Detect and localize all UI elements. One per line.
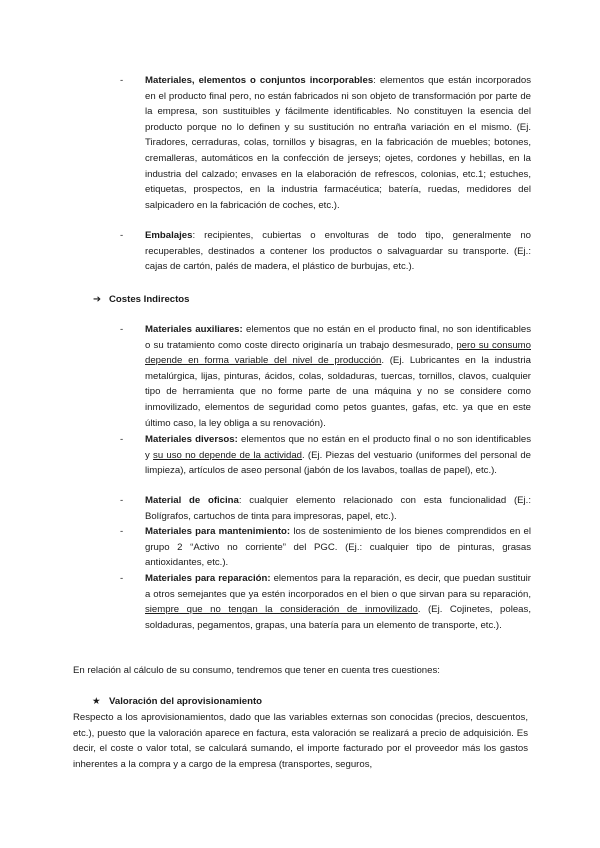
paragraph-consumo: En relación al cálculo de su consumo, tendremos que tener en cuenta tres cuestiones: <box>73 665 440 676</box>
term-definition: : recipientes, cubiertas o envolturas de todo tipo, generalmente no recuperables, destinados a contener los productos o salvaguardar su transporte. (Ej.: cajas de cartón, palés de madera, el plástico de burbujas, etc.). <box>145 230 531 273</box>
term-definition: : cualquier elemento relacionado con esta funcionalidad (Ej.: Bolígrafos, cartuchos de tinta para impresoras, papel, etc.). <box>145 495 531 522</box>
underlined-emphasis: siempre que no tengan la consideración de inmovilizado <box>145 604 418 616</box>
term-label: Material de oficina <box>145 495 239 506</box>
dash-bullet: - <box>120 526 124 537</box>
term-definition: elementos que no están en el producto final, no son identificables o su tratamiento como coste directo originaría un trabajo desmesurado, <box>145 324 531 351</box>
dash-bullet: - <box>120 573 124 584</box>
list-item-materiales-diversos <box>120 432 531 479</box>
list-item-material-oficina <box>120 493 531 524</box>
list-item-text <box>145 571 531 633</box>
dash-bullet: - <box>120 230 124 241</box>
section-heading-valoracion <box>92 694 262 710</box>
term-label: Materiales, elementos o conjuntos incorporables <box>145 75 374 86</box>
term-examples: . (Ej. Cojinetes, poleas, soldaduras, pegamentos, grapas, una batería para un elemento de transporte, etc.). <box>145 604 531 631</box>
dash-bullet: - <box>120 495 124 506</box>
term-examples: . (Ej. Lubricantes en la industria metalúrgica, lijas, pinturas, ácidos, colas, soldaduras, tuercas, tornillos, clavos, cualquier tipo de herramienta que no forme parte de una máquina y no se considere como inmovilizado, elementos de seguridad como petos guantes, gafas, etc. ya que en este último caso, la ley obliga a su renovación). <box>145 355 532 429</box>
list-item-text <box>145 73 531 213</box>
list-item-text <box>145 432 531 479</box>
underlined-emphasis: pero su consumo depende en forma variable del nivel de producción <box>145 339 531 367</box>
list-item-materiales-reparacion <box>120 571 531 633</box>
star-icon: ★ <box>92 696 101 707</box>
paragraph-valoracion: Respecto a los aprovisionamientos, dado que las variables externas son conocidas (precios, descuentos, etc.), puesto que la valoración aparece en factura, esta valoración se realizará a precio de adquisición. Es decir, el coste o valor total, se calculará sumando, el importe facturado por el proveedor más los gastos inherentes a la compra y a cargo de la empresa (transportes, seguros, <box>73 712 528 770</box>
underlined-emphasis: su uso no depende de la actividad <box>153 449 303 461</box>
list-item-materiales-mantenimiento <box>120 524 531 571</box>
list-item-text <box>145 322 531 431</box>
term-definition: elementos para la reparación, es decir, que puedan sustituir a otros semejantes que ya estén incorporados en el bien o que sirvan para su reparación, <box>145 573 531 600</box>
term-definition: : elementos que están incorporados en el producto final pero, no están fabricados ni son objeto de transformación por parte de la empresa, son sustituibles y fácilmente identificables. No constituyen la esencia del producto porque no lo definen y su sustitución no entraña variación en el mismo. (Ej. Tiradores, cerraduras, colas, tornillos y bisagras, en la fabricación de muebles; botones, cremalleras, automáticos en la confección de jerseys; ojetes, cordones y hebillas, en la industria del calzado; envases en la elaboración de refrescos, colonias, etc.1; estuches, etiquetas, prospectos, en la industria farmacéutica; batería, ruedas, medidores del salpicadero en la fabricación de coches, etc.). <box>145 75 531 211</box>
term-label: Embalajes <box>145 230 193 241</box>
section-heading-costes-indirectos <box>93 292 190 308</box>
list-item-text <box>145 524 531 571</box>
term-label: Materiales para mantenimiento: <box>145 526 291 537</box>
heading-text: Costes Indirectos <box>109 294 190 305</box>
term-definition: elementos que no están en el producto final o no son identificables y <box>145 434 531 461</box>
term-label: Materiales diversos: <box>145 434 238 445</box>
dash-bullet: - <box>120 434 124 445</box>
term-definition: los de sostenimiento de los bienes comprendidos en el grupo 2 “Activo no corriente” del PGC. (Ej.: cualquier tipo de pinturas, grasas antioxidantes, etc.). <box>145 526 531 569</box>
term-examples: . (Ej. Piezas del vestuario (uniformes del personal de limpieza), artículos de aseo personal (jabón de los lavabos, toallas de papel), etc.). <box>145 449 531 477</box>
term-label: Materiales auxiliares: <box>145 324 243 335</box>
heading-text: Valoración del aprovisionamiento <box>109 696 263 707</box>
list-item-materiales-incorporables <box>120 73 531 213</box>
list-item-text <box>145 493 531 524</box>
dash-bullet: - <box>120 324 124 335</box>
list-item-materiales-auxiliares <box>120 322 532 431</box>
term-label: Materiales para reparación: <box>145 573 271 584</box>
list-item-embalajes <box>120 228 531 275</box>
list-item-text <box>145 228 531 275</box>
dash-bullet: - <box>120 75 124 86</box>
arrow-right-icon: ➔ <box>93 294 102 305</box>
